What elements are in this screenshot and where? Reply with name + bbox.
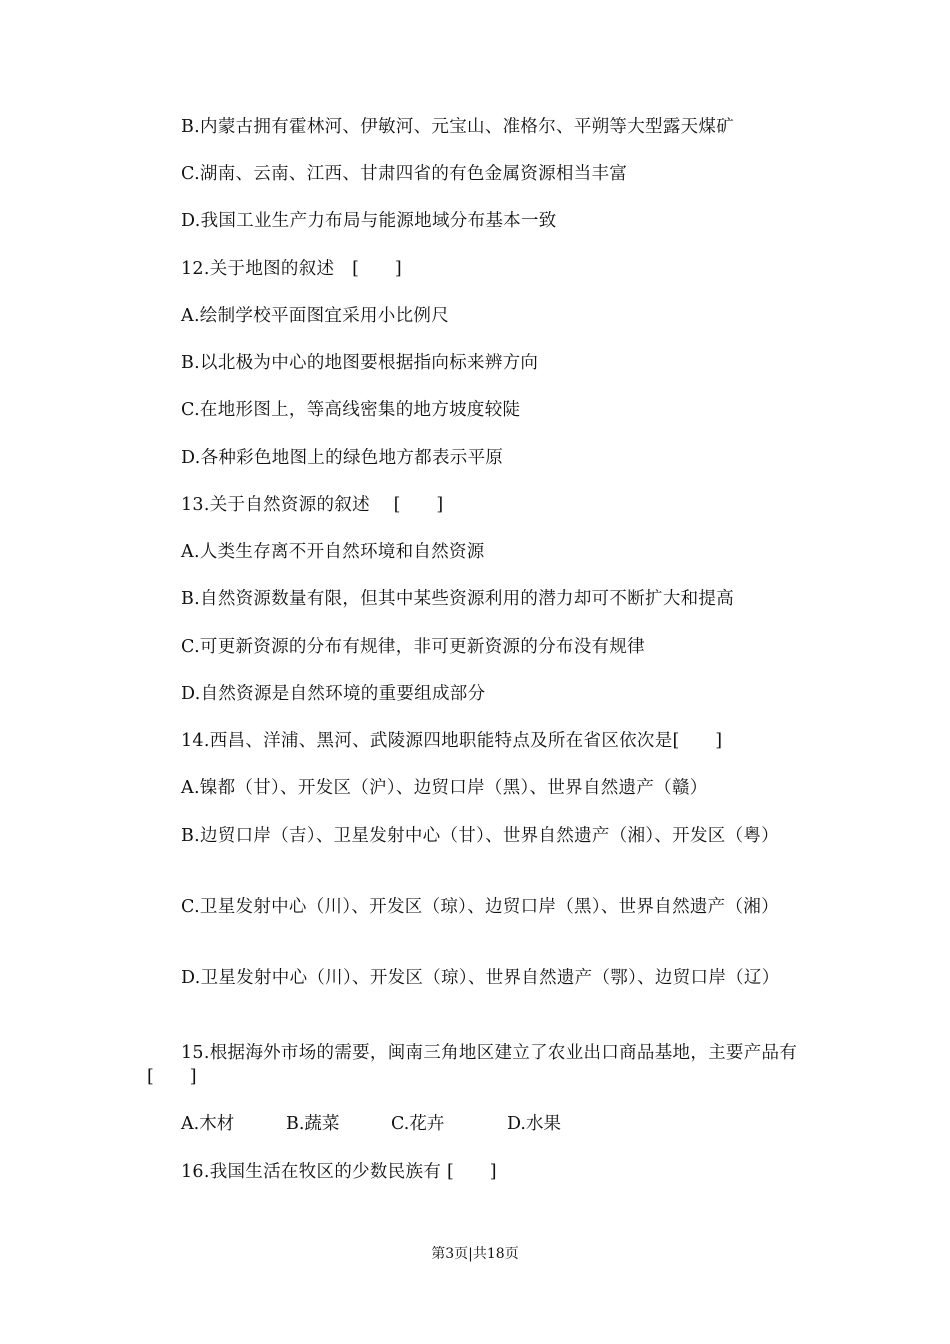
q12-option-c: C.在地形图上，等高线密集的地方坡度较陡 (181, 400, 521, 420)
q12-option-d: D.各种彩色地图上的绿色地方都表示平原 (181, 448, 504, 468)
q12-stem: 12.关于地图的叙述 [ ] (181, 259, 402, 279)
q15-stem: 15.根据海外市场的需要，闽南三角地区建立了农业出口商品基地，主要产品有[ ] (147, 1043, 798, 1087)
q14-option-c: C.卫星发射中心（川）、开发区（琼）、边贸口岸（黑）、世界自然遗产（湘） (181, 897, 779, 917)
q15-option-c: C.花卉 (391, 1114, 445, 1134)
q16-stem: 16.我国生活在牧区的少数民族有 [ ] (181, 1162, 497, 1182)
q12-option-b: B.以北极为中心的地图要根据指向标来辨方向 (181, 353, 539, 373)
q11-option-d: D.我国工业生产力布局与能源地域分布基本一致 (181, 211, 557, 231)
q15-option-d: D.水果 (507, 1114, 561, 1134)
q12-option-a: A.绘制学校平面图宜采用小比例尺 (181, 306, 449, 326)
q13-option-d: D.自然资源是自然环境的重要组成部分 (181, 684, 486, 704)
q14-option-a: A.镍都（甘）、开发区（沪）、边贸口岸（黑）、世界自然遗产（赣） (181, 778, 708, 798)
q15-options (181, 1112, 561, 1136)
q11-option-c: C.湖南、云南、江西、甘肃四省的有色金属资源相当丰富 (181, 164, 628, 184)
q15-option-b: B.蔬菜 (286, 1114, 340, 1134)
q13-option-a: A.人类生存离不开自然环境和自然资源 (181, 542, 485, 562)
q11-option-b: B.内蒙古拥有霍林河、伊敏河、元宝山、准格尔、平朔等大型露天煤矿 (181, 117, 735, 137)
q13-option-c: C.可更新资源的分布有规律，非可更新资源的分布没有规律 (181, 637, 645, 657)
q13-stem: 13.关于自然资源的叙述 [ ] (181, 495, 444, 515)
q14-option-b: B.边贸口岸（吉）、卫星发射中心（甘）、世界自然遗产（湘）、开发区（粤） (181, 826, 779, 846)
q14-option-d: D.卫星发射中心（川）、开发区（琼）、世界自然遗产（鄂）、边贸口岸（辽） (181, 968, 780, 988)
q15-option-a: A.木材 (181, 1114, 235, 1134)
page-number-footer: 第3页|共18页 (431, 1246, 519, 1262)
q14-stem: 14.西昌、洋浦、黑河、武陵源四地职能特点及所在省区依次是[ ] (181, 731, 723, 751)
q13-option-b: B.自然资源数量有限，但其中某些资源利用的潜力却可不断扩大和提高 (181, 589, 735, 609)
